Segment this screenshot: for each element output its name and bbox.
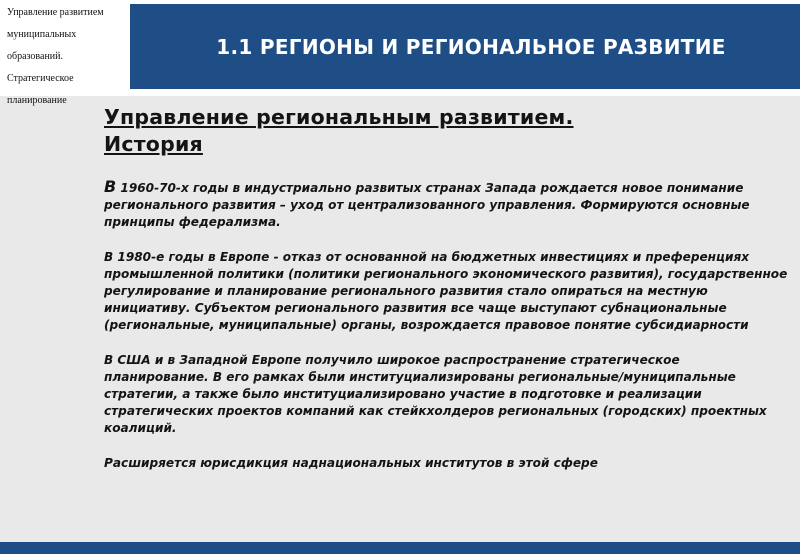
title-bar: [130, 4, 800, 89]
paragraph-initial-letter: В: [104, 177, 117, 196]
slide-content: [104, 104, 788, 490]
slide-title: 1.1 РЕГИОНЫ И РЕГИОНАЛЬНОЕ РАЗВИТИЕ: [216, 34, 726, 59]
paragraph-usa-europe: В США и в Западной Европе получило широкое распространение стратегическое планирование. В его рамках были институциализированы региональные/муниципальные стратегии, а также было институциализировано участие в подготовке и реализации стратегических проектов компаний как стейкхолдеров региональных (городских) проектных коалиций.: [104, 353, 767, 435]
paragraph-1980s: В 1980-е годы в Европе - отказ от основанной на бюджетных инвестициях и преференциях промышленной политики (политики регионального экономического развития), государственное регулирование и планирование регионального развития стало опираться на местную инициативу. Субъектом регионального развития все чаще выступают субнациональные (региональные, муниципальные) органы, возрождается правовое понятие субсидиарности: [104, 250, 788, 332]
paragraph-1960s: [104, 178, 788, 231]
course-label-line: Стратегическое: [7, 73, 74, 84]
paragraph-supranational: Расширяется юрисдикция наднациональных институтов в этой сфере: [104, 456, 598, 470]
content-heading: [104, 104, 788, 158]
course-label: [7, 2, 137, 112]
footer-bar: [0, 542, 800, 554]
paragraph-1960s-text: 1960-70-х годы в индустриально развитых странах Запада рождается новое понимание регионального развития – уход от централизованного управления. Формируются основные принципы федерализма.: [104, 181, 750, 229]
course-label-line: планирование: [7, 95, 67, 106]
course-label-line: муниципальных: [7, 29, 77, 40]
heading-line-2: История: [104, 132, 203, 156]
course-label-line: образований.: [7, 51, 64, 62]
heading-line-1: Управление региональным развитием.: [104, 105, 574, 129]
course-label-line: Управление развитием: [7, 7, 104, 18]
